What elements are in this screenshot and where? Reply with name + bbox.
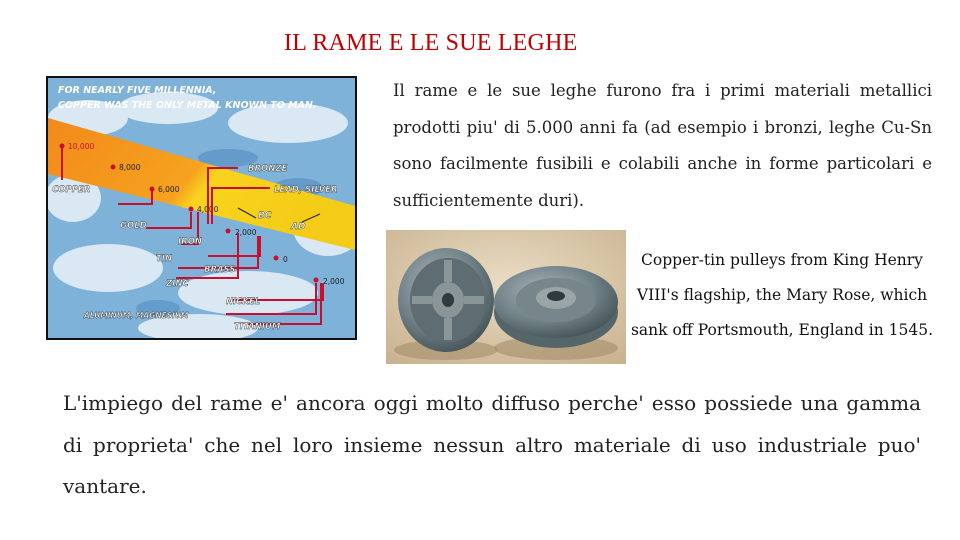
- year-label: 8,000: [119, 163, 141, 172]
- year-label: 2,000: [323, 277, 345, 286]
- body-paragraph: [63, 383, 921, 508]
- metal-label: BRONZE: [248, 164, 288, 174]
- metal-label: TITANIUM: [234, 322, 281, 332]
- metal-label: IRON: [178, 237, 203, 247]
- caption-text: Copper-tin pulleys from King Henry VIII's flagship, the Mary Rose, which sank off Portsmouth, England in 1545.: [630, 251, 934, 339]
- page-title: IL RAME E LE SUE LEGHE: [284, 30, 578, 56]
- pulleys-illustration: [386, 230, 626, 364]
- metal-label: BRASS: [204, 265, 236, 275]
- era-ad-label: AD: [291, 222, 306, 232]
- figure-headline-2: COPPER WAS THE ONLY METAL KNOWN TO MAN.: [58, 100, 317, 111]
- year-label: 4,000: [197, 205, 219, 214]
- metal-label: GOLD: [120, 221, 147, 231]
- metal-label: ZINC: [166, 279, 189, 289]
- metal-label: NICKEL: [226, 297, 261, 307]
- year-label: 10,000: [68, 142, 95, 151]
- figure-headline-1: FOR NEARLY FIVE MILLENNIA,: [58, 85, 217, 96]
- year-label: 0: [283, 255, 288, 264]
- copper-timeline-figure: [46, 76, 357, 340]
- pulley-right: [494, 266, 618, 348]
- metal-label: COPPER: [52, 185, 91, 195]
- metal-label: TIN: [156, 254, 173, 264]
- intro-text: Il rame e le sue leghe furono fra i primi materiali metallici prodotti piu' di 5.000 anni fa (ad esempio i bronzi, leghe Cu-Sn sono facilmente fusibili e colabili anche in forme particolari e sufficientemente duri).: [393, 81, 932, 210]
- pulley-left: [398, 248, 494, 352]
- metal-label: LEAD, SILVER: [274, 185, 338, 195]
- timeline-illustration: [48, 78, 355, 338]
- pulleys-photo: [386, 230, 626, 364]
- photo-caption: [626, 243, 938, 348]
- body-text: L'impiego del rame e' ancora oggi molto diffuso perche' esso possiede una gamma di proprieta' che nel loro insieme nessun altro materiale di uso industriale puo' vantare.: [63, 391, 921, 498]
- era-bc-label: BC: [258, 211, 272, 221]
- year-label: 6,000: [158, 185, 180, 194]
- year-label: 2,000: [235, 228, 257, 237]
- metal-label: ALUMINUM, MAGNESIUM: [84, 311, 189, 320]
- intro-paragraph: [393, 73, 932, 219]
